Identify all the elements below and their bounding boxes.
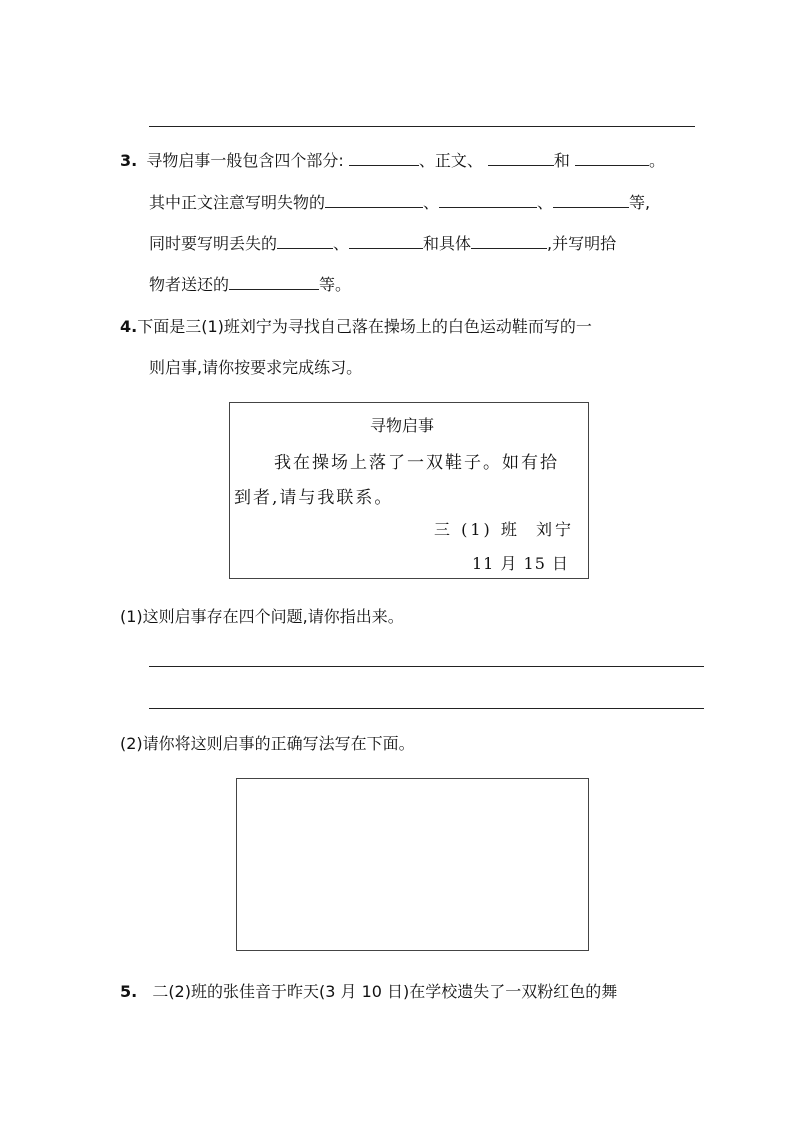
q3-text: 等。 <box>319 274 352 294</box>
answer-line[interactable] <box>149 708 704 709</box>
q3-text: 等, <box>629 192 651 212</box>
fill-blank[interactable] <box>471 231 547 249</box>
fill-blank[interactable] <box>277 231 333 249</box>
q3-text: 其中正文注意写明失物的 <box>149 192 326 212</box>
fill-blank[interactable] <box>325 190 423 208</box>
q3-text: 、 <box>333 233 350 253</box>
fill-blank[interactable] <box>553 190 629 208</box>
q3-text: 。 <box>649 150 666 170</box>
question-number: 3. <box>120 150 138 170</box>
q3-text: 同时要写明丢失的 <box>149 233 278 253</box>
q5-line-1 <box>120 981 617 1003</box>
q3-text: ,并写明拾 <box>547 233 617 253</box>
notice-signature: 三 (1) 班 刘宁 <box>434 520 575 539</box>
q4-text: 下面是三(1)班刘宁为寻找自己落在操场上的白色运动鞋而写的一 <box>137 317 592 336</box>
q3-text: 、正文、 <box>418 150 483 170</box>
q4-sub-text: (1)这则启事存在四个问题,请你指出来。 <box>120 607 404 626</box>
answer-line[interactable] <box>149 126 695 127</box>
fill-blank[interactable] <box>349 148 419 166</box>
notice-body-line-2: 到者,请与我联系。 <box>234 488 394 508</box>
fill-blank[interactable] <box>349 231 423 249</box>
notice-body-line-1: 我在操场上落了一双鞋子。如有拾 <box>274 453 559 473</box>
notice-date: 11 月 15 日 <box>472 554 569 573</box>
answer-box[interactable] <box>236 778 589 951</box>
q4-line-1 <box>120 316 592 338</box>
notice-box <box>229 402 589 579</box>
q4-text: 则启事,请你按要求完成练习。 <box>149 358 363 377</box>
q3-text: 、 <box>423 192 440 212</box>
q3-line-2 <box>149 190 650 214</box>
q4-sub-text: (2)请你将这则启事的正确写法写在下面。 <box>120 734 415 753</box>
q3-line-3 <box>149 231 616 255</box>
q3-text: 物者送还的 <box>149 274 230 294</box>
q3-text: 寻物启事一般包含四个部分: <box>146 150 344 170</box>
q4-sub-1 <box>120 606 404 628</box>
q3-line-1 <box>120 148 665 172</box>
question-number: 5. <box>120 982 138 1001</box>
fill-blank[interactable] <box>488 148 554 166</box>
fill-blank[interactable] <box>575 148 649 166</box>
q3-text: 和具体 <box>423 233 472 253</box>
q4-sub-2 <box>120 733 415 755</box>
q4-line-2 <box>149 357 362 379</box>
fill-blank[interactable] <box>439 190 537 208</box>
q3-text: 和 <box>553 150 570 170</box>
fill-blank[interactable] <box>229 272 319 290</box>
q3-text: 、 <box>537 192 554 212</box>
answer-line[interactable] <box>149 666 704 667</box>
notice-title: 寻物启事 <box>370 416 435 435</box>
q5-text: 二(2)班的张佳音于昨天(3 月 10 日)在学校遗失了一双粉红色的舞 <box>152 982 618 1001</box>
question-number: 4. <box>120 317 138 336</box>
q3-line-4 <box>149 272 351 296</box>
